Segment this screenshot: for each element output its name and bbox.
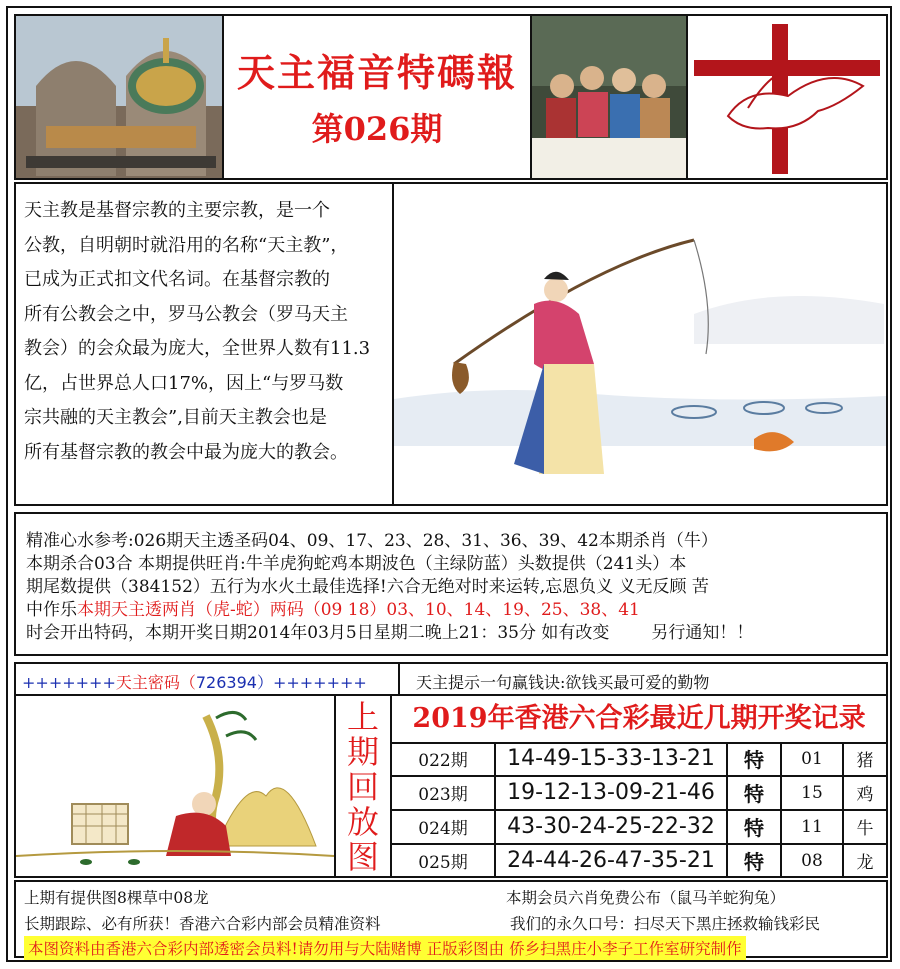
replay-label-text [336,700,390,875]
secret-code-value: 726394 [195,673,257,692]
info-line [26,599,640,621]
tip-bar [398,662,888,696]
zodiac-cell: 猪 [856,751,874,771]
meditating-man-illustration [16,696,334,876]
secret-code-label: 天主密码（ [115,673,196,692]
newspaper-title: 天主福音特碼報 [236,50,517,95]
footer-panel [14,880,888,958]
secret-code-suffix: ）+++++++ [256,673,367,692]
article-line: 所有公教会之中，罗马公教会（罗马天主 [24,303,348,325]
cross-dove-image [686,14,888,180]
special-label-cell: 特 [728,810,782,843]
article-text [24,194,382,470]
replay-char: 图 [346,838,379,876]
article-line: 教会）的会众最为庞大，全世界人数有11.3 [24,338,371,359]
special-number-cell: 01 [782,742,844,775]
special-number-cell: 11 [782,810,844,843]
secret-code-bar [14,662,400,696]
footer-highlight: 本图资料由香港六合彩内部透密会员料!请勿用与大陆赌博 正版彩图由 侨乡扫黑庄小李子工作室研究制作 [24,936,746,960]
cathedral-illustration [16,16,222,178]
replay-image [14,694,336,878]
numbers-cell: 24-44-26-47-35-21 [496,844,728,877]
footer-line: 本期会员六肖免费公布（鼠马羊蛇狗兔） [506,889,786,907]
info-line: 期尾数提供（384152）五行为水火土最佳选择!六合无绝对时来运转,忘恩负义 义无反顾 苦 [26,577,709,597]
info-line-part: 中作乐 [26,600,77,620]
zodiac-cell: 龙 [856,853,874,873]
info-panel [14,512,888,656]
footer-line: 我们的永久口号：扫尽天下黑庄拯救输钱彩民 [510,915,821,933]
period-cell: 025期 [392,844,496,877]
special-label-cell: 特 [728,776,782,809]
zodiac-cell: 鸡 [856,785,874,805]
article-line: 所有基督宗教的教会中最为庞大的教会。 [24,441,348,463]
cross-dove-illustration [688,16,886,178]
special-label-cell: 特 [728,844,782,877]
numbers-cell: 19-12-13-09-21-46 [496,776,728,809]
replay-char: 上 [346,698,379,736]
results-title: 2019年香港六合彩最近几期开奖记录 [392,696,886,744]
fishing-woman-illustration [394,184,886,504]
table-row [392,776,886,811]
numbers-cell: 43-30-24-25-22-32 [496,810,728,843]
secret-code-prefix: +++++++ [22,673,116,692]
fishing-image [392,182,888,506]
period-cell: 024期 [392,810,496,843]
table-row [392,742,886,777]
footer-line: 长期跟踪、必有所获！香港六合彩内部会员精准资料 [24,915,381,933]
replay-char: 放 [346,803,379,841]
info-line [26,622,753,644]
replay-char: 回 [346,768,379,806]
article-panel [14,182,394,506]
cathedral-image [14,14,224,180]
replay-label [334,694,392,878]
period-cell: 023期 [392,776,496,809]
tip-text: 天主提示一句赢钱诀:欲钱买最可爱的勤物 [416,673,710,692]
zodiac-cell: 牛 [856,819,874,839]
article-line: 宗共融的天主教会”,目前天主教会也是 [24,407,327,428]
info-highlight: 本期天主透两肖（虎-蛇）两码（09 18）03、10、14、19、25、38、41 [77,600,640,620]
info-line: 本期杀合03合 本期提供旺肖:牛羊虎狗蛇鸡本期波色（主绿防蓝）头数提供（241头）本 [26,554,687,574]
results-table [390,694,888,878]
article-line: 公教，自明朝时就沿用的名称“天主教”， [24,234,349,256]
article-line: 已成为正式扣文代名词。在基督宗教的 [24,269,330,290]
period-cell: 022期 [392,742,496,775]
special-number-cell: 15 [782,776,844,809]
replay-char: 期 [346,733,379,771]
numbers-cell: 14-49-15-33-13-21 [496,742,728,775]
secret-code-text [22,670,367,693]
title-panel [222,14,532,180]
page-frame [6,6,892,962]
info-line-part: 时会开出特码，本期开奖日期2014年03月5日星期二晚上21：35分 如有改变 [26,623,610,643]
footer-line: 上期有提供图8棵草中08龙 [24,889,209,907]
info-line-part: 另行通知！！ [651,623,754,643]
special-label-cell: 特 [728,742,782,775]
table-row [392,810,886,845]
special-number-cell: 08 [782,844,844,877]
issue-number: 第026期 [311,110,443,148]
info-line: 精准心水参考:026期天主透圣码04、09、17、23、28、31、36、39、42本期杀肖（牛） [26,531,718,551]
last-supper-illustration [532,16,686,178]
last-supper-image [530,14,688,180]
article-line: 天主教是基督宗教的主要宗教，是一个 [24,200,330,221]
article-line: 亿，占世界总人口17%，因上“与罗马数 [24,372,344,394]
table-row [392,844,886,877]
results-body [392,742,886,876]
